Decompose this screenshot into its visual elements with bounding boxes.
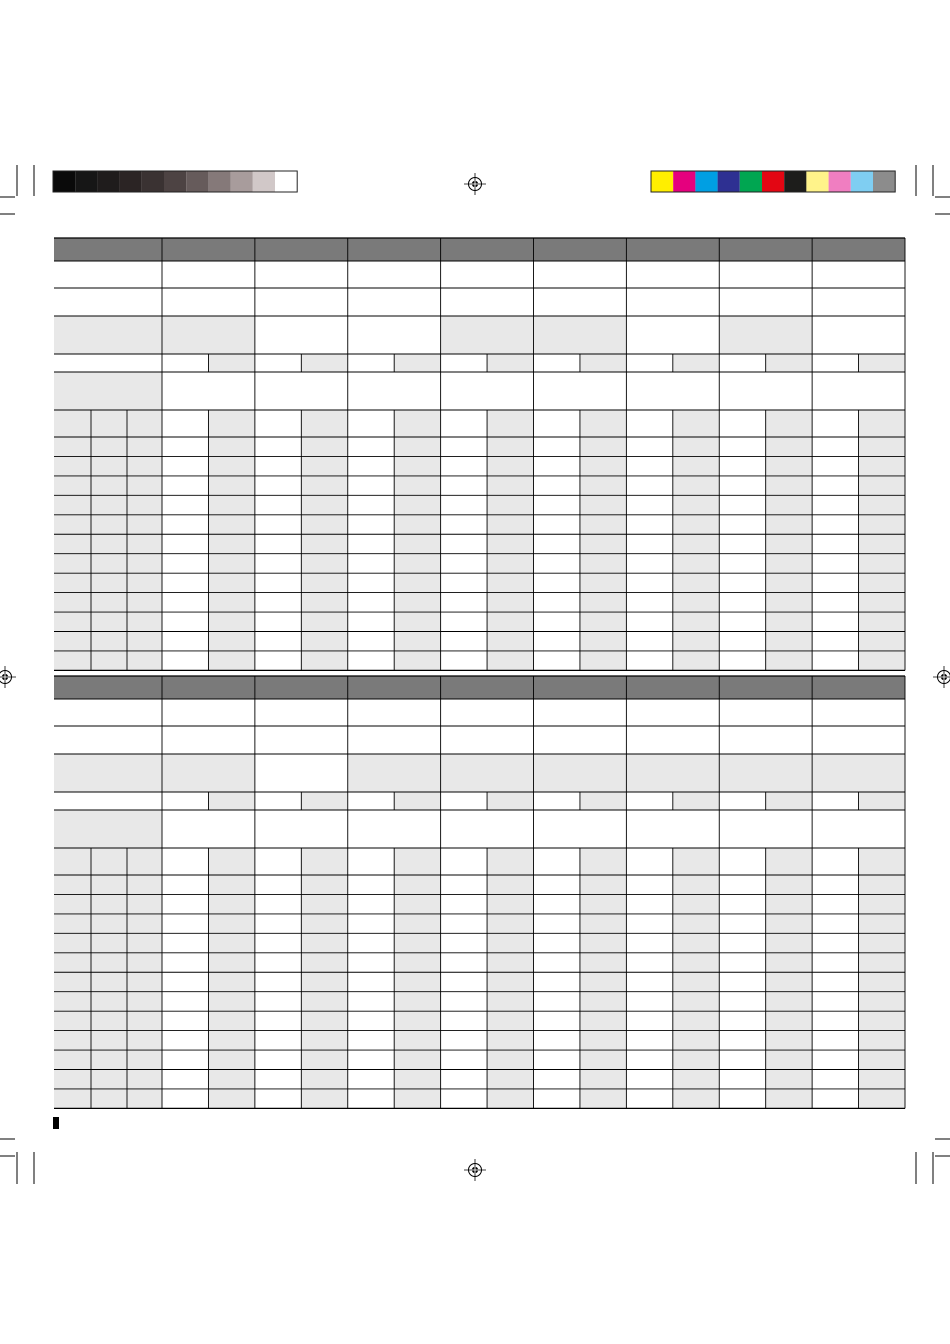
shaded-cell — [162, 316, 255, 354]
shaded-half-cell — [766, 354, 812, 372]
registration-target-icon — [933, 666, 950, 688]
color-patch — [762, 171, 784, 192]
shaded-half-cell — [859, 792, 905, 810]
shaded-half-cell — [487, 792, 533, 810]
lower-table — [54, 676, 905, 1108]
black-square-marker — [53, 1117, 59, 1129]
grey-patch — [186, 171, 208, 192]
upper-table — [54, 238, 905, 670]
shaded-half-cell — [673, 792, 719, 810]
shaded-half-cell — [673, 354, 719, 372]
shaded-cell — [812, 754, 905, 792]
grey-patch — [53, 171, 75, 192]
grey-patch — [164, 171, 186, 192]
grey-patch — [120, 171, 142, 192]
color-patch — [851, 171, 873, 192]
shaded-cell — [348, 754, 441, 792]
shaded-half-cell — [487, 354, 533, 372]
registration-target-icon — [464, 1159, 486, 1181]
color-bar — [651, 171, 895, 192]
shaded-half-cell — [394, 354, 440, 372]
shaded-cell — [626, 754, 719, 792]
color-patch — [651, 171, 673, 192]
color-patch — [784, 171, 806, 192]
shaded-cell — [441, 754, 534, 792]
shaded-half-cell — [766, 792, 812, 810]
shaded-cell — [719, 316, 812, 354]
grey-scale-bar — [53, 171, 297, 192]
grey-patch — [253, 171, 275, 192]
row-label-cell — [54, 810, 162, 848]
shaded-cell — [441, 316, 534, 354]
grey-patch — [208, 171, 230, 192]
shaded-half-cell — [580, 792, 626, 810]
table-header-bar — [54, 676, 905, 699]
color-patch — [806, 171, 828, 192]
shaded-cell — [719, 754, 812, 792]
grey-patch — [97, 171, 119, 192]
color-patch — [695, 171, 717, 192]
table-header-bar — [54, 238, 905, 261]
shaded-cell — [534, 754, 627, 792]
registration-target-icon — [0, 666, 16, 688]
color-patch — [718, 171, 740, 192]
shaded-half-cell — [301, 354, 347, 372]
color-patch — [873, 171, 895, 192]
grey-patch — [142, 171, 164, 192]
registration-target-icon — [464, 173, 486, 195]
shaded-half-cell — [208, 792, 254, 810]
shaded-half-cell — [859, 354, 905, 372]
shaded-half-cell — [580, 354, 626, 372]
shaded-half-cell — [208, 354, 254, 372]
row-label-cell — [54, 754, 162, 792]
color-patch — [740, 171, 762, 192]
page-marker — [53, 1117, 59, 1129]
row-label-cell — [54, 372, 162, 410]
shaded-half-cell — [301, 792, 347, 810]
shaded-cell — [534, 316, 627, 354]
shaded-cell — [162, 754, 255, 792]
color-patch — [673, 171, 695, 192]
row-label-cell — [54, 316, 162, 354]
color-patch — [829, 171, 851, 192]
grey-patch — [275, 171, 297, 192]
shaded-half-cell — [394, 792, 440, 810]
grey-patch — [231, 171, 253, 192]
grey-patch — [75, 171, 97, 192]
